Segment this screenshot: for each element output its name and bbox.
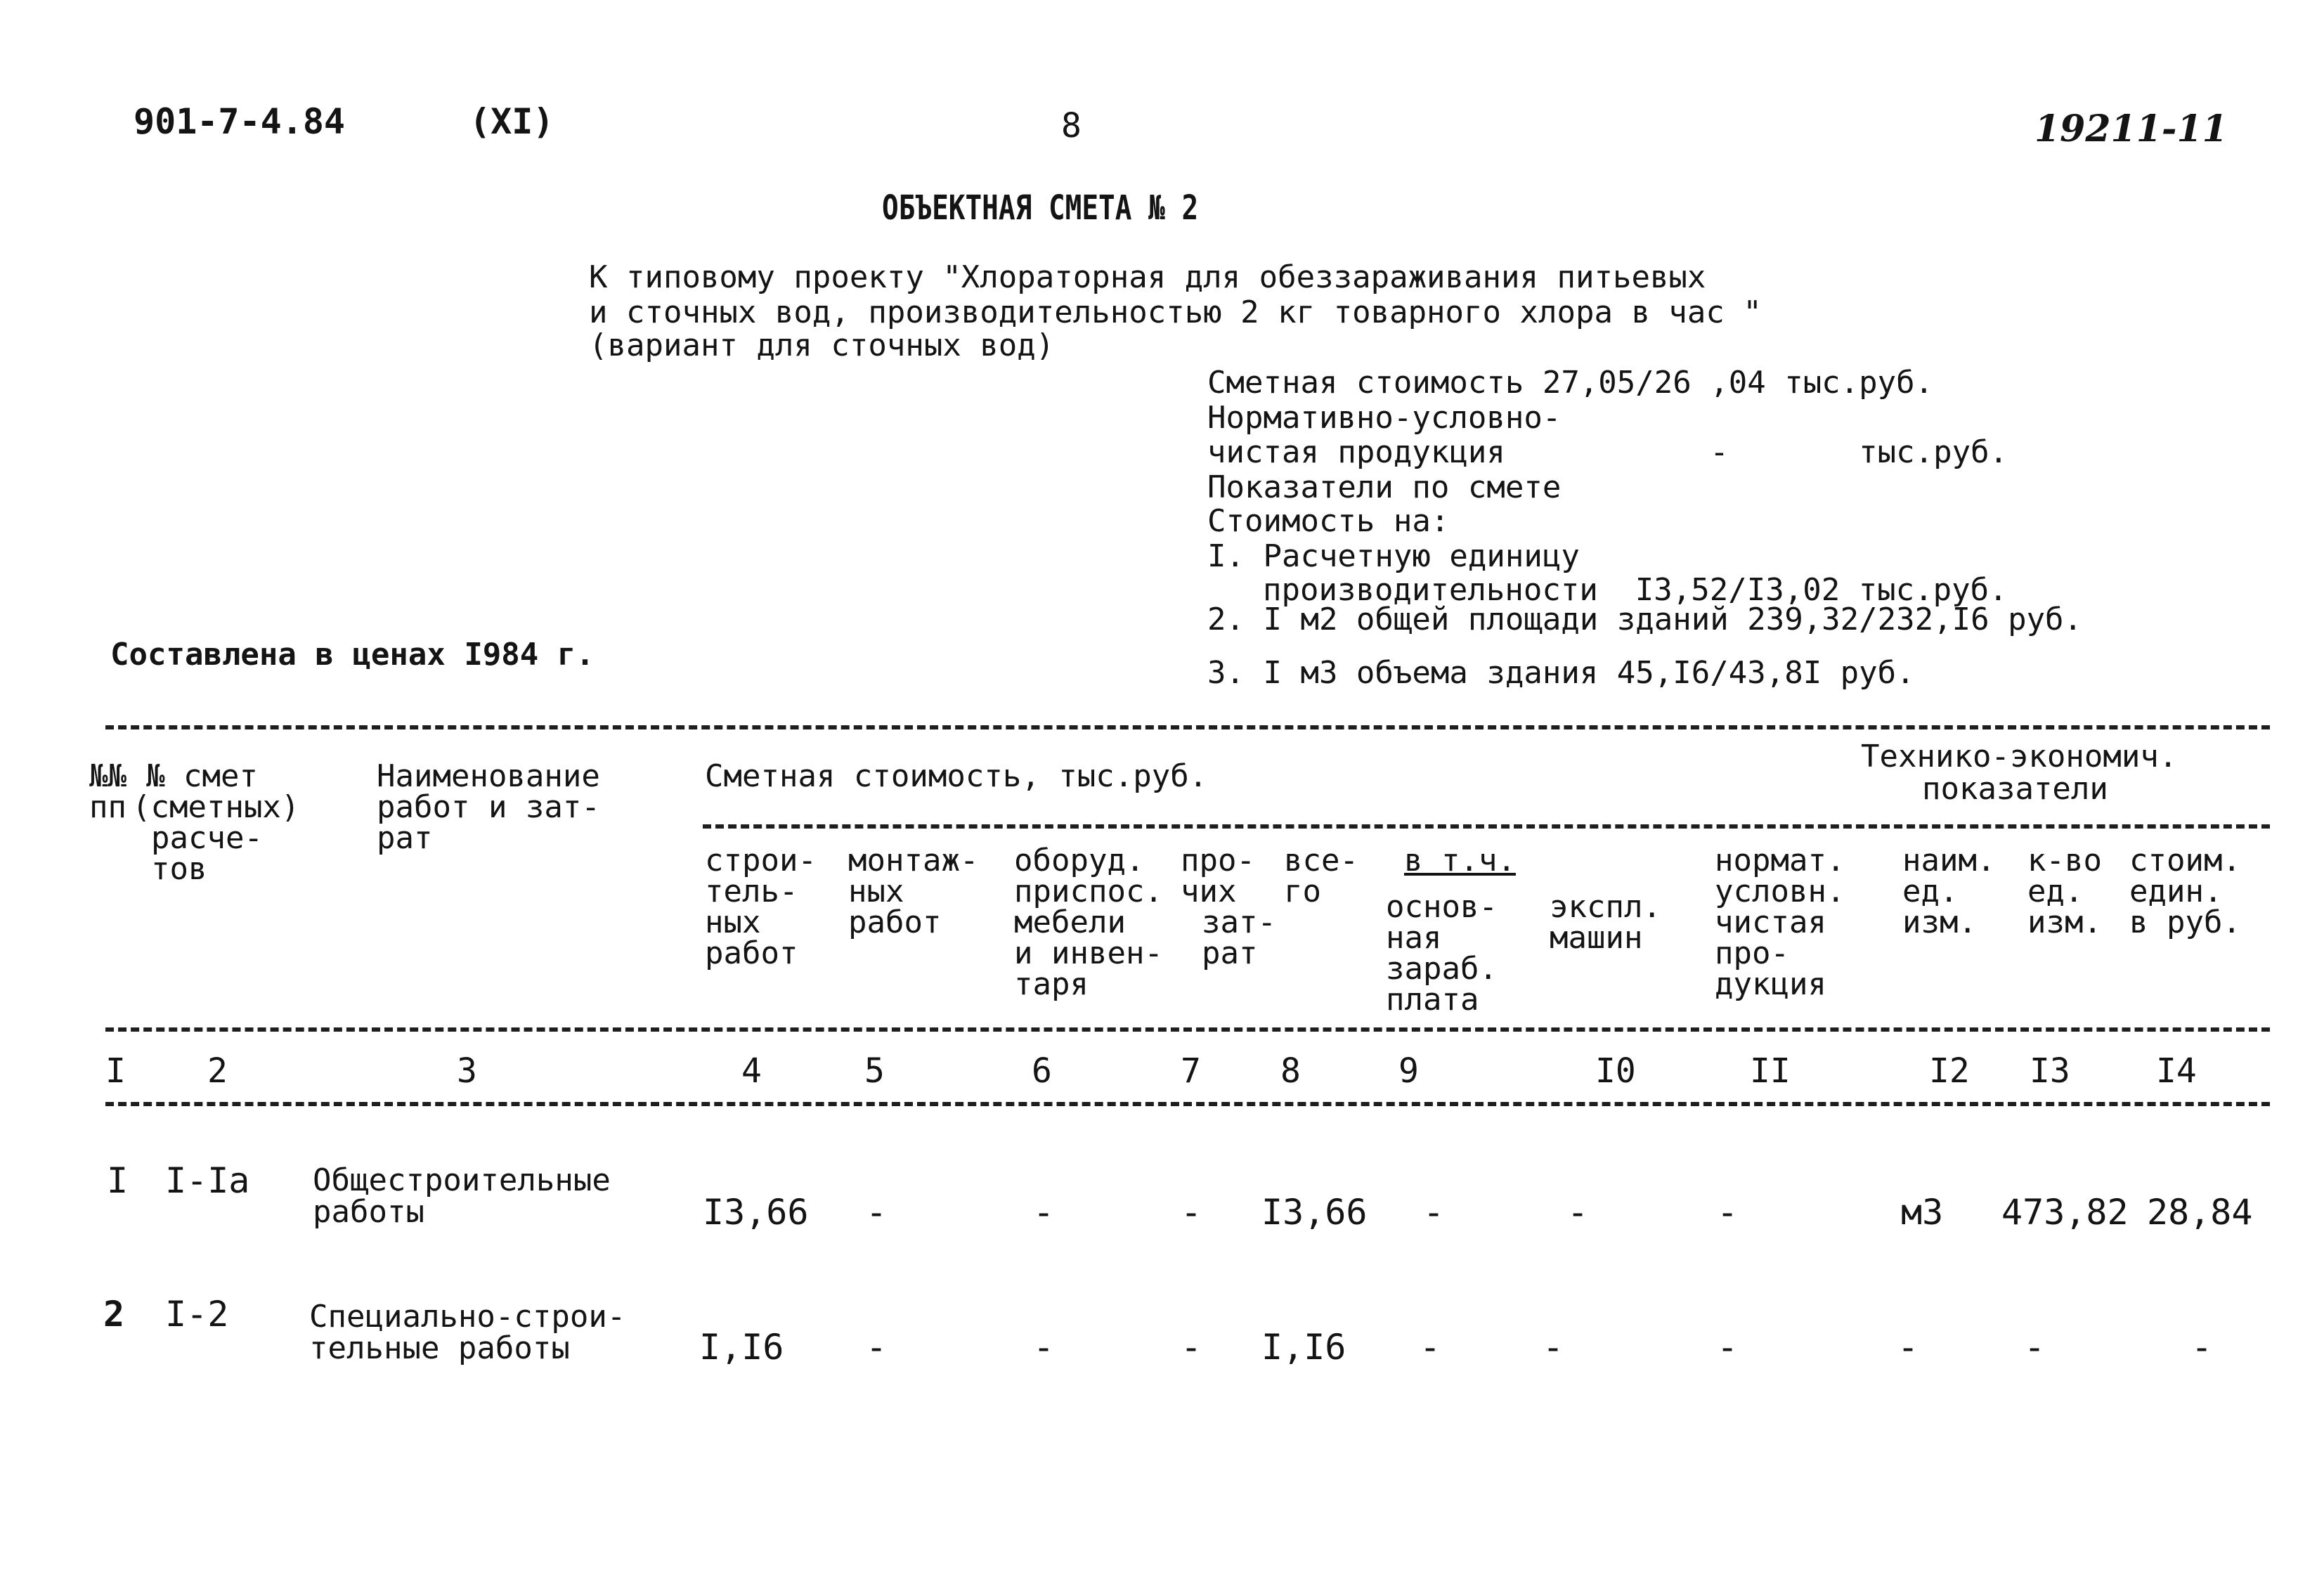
row-number: 2 [103, 1294, 125, 1335]
work-name: тельные работы [309, 1330, 570, 1366]
cell-machines: - [1543, 1327, 1564, 1368]
column-number: 6 [1032, 1051, 1052, 1091]
prices-note: Составлена в ценах I984 г. [110, 637, 595, 673]
header-bottom-rule [105, 1027, 2270, 1032]
column-number: I4 [2156, 1051, 2197, 1091]
work-name: Общестроительные [313, 1162, 611, 1198]
album-number: (XI) [469, 101, 554, 142]
cost-for-heading: Стоимость на: [1207, 503, 1450, 539]
estimated-cost: Сметная стоимость 27,05/26 ,04 тыс.руб. [1207, 365, 1934, 401]
indicator-1-value: производительности I3,52/I3,02 тыс.руб. [1263, 572, 2008, 608]
column-numbers-rule [105, 1102, 2270, 1106]
cell-unit-cost: 28,84 [2147, 1192, 2253, 1233]
column-number: 2 [207, 1051, 228, 1091]
cell-installation: - [866, 1192, 888, 1233]
column-number: II [1750, 1051, 1791, 1091]
column-number: 9 [1398, 1051, 1419, 1091]
including-header: в т.ч. [1404, 843, 1516, 878]
cell-total: I3,66 [1261, 1192, 1368, 1233]
subheader-rule [703, 824, 2270, 829]
inventory-number: 19211-11 [2034, 108, 2228, 150]
column-number: I3 [2030, 1051, 2070, 1091]
column-number: I0 [1595, 1051, 1636, 1091]
indicators-heading: Показатели по смете [1207, 469, 1562, 505]
column-number: 7 [1181, 1051, 1201, 1091]
cell-equipment: - [1033, 1192, 1055, 1233]
column-number: 4 [741, 1051, 762, 1091]
cell-equipment: - [1033, 1327, 1055, 1368]
cell-construction: I3,66 [703, 1192, 809, 1233]
cell-wages: - [1423, 1192, 1445, 1233]
indicator-2: 2. I м2 общей площади зданий 239,32/232,I6 руб. [1207, 602, 2083, 637]
cost-group-header: Сметная стоимость, тыс.руб. [705, 758, 1208, 794]
cell-normative: - [1717, 1327, 1739, 1368]
column-number: 3 [457, 1051, 477, 1091]
estimate-ref: I-Ia [165, 1160, 250, 1201]
subtitle-line-3: (вариант для сточных вод) [589, 327, 1055, 363]
estimate-ref: I-2 [165, 1294, 229, 1335]
work-name: Специально-строи- [309, 1299, 626, 1335]
column-number: 8 [1280, 1051, 1301, 1091]
indicator-1-label: I. Расчетную единицу [1207, 538, 1580, 574]
page-number: 8 [1061, 106, 1082, 145]
cell-unit-cost: - [2191, 1327, 2213, 1368]
table-top-rule [105, 725, 2270, 729]
row-number: I [107, 1160, 129, 1201]
subtitle-line-1: К типовому проекту "Хлораторная для обеззараживания питьевых [589, 259, 1706, 295]
cell-other: - [1181, 1327, 1202, 1368]
subtitle-line-2: и сточных вод, производительностью 2 кг товарного хлора в час " [589, 294, 1762, 330]
cell-unit: м3 [1901, 1192, 1944, 1233]
cell-other: - [1181, 1192, 1202, 1233]
normative-product-label: Нормативно-условно- [1207, 400, 1562, 436]
cell-normative: - [1717, 1192, 1739, 1233]
document-title: ОБЪЕКТНАЯ СМЕТА № 2 [882, 188, 1199, 228]
cell-machines: - [1567, 1192, 1589, 1233]
document-code: 901-7-4.84 [134, 101, 346, 142]
cell-wages: - [1420, 1327, 1441, 1368]
cell-total: I,I6 [1261, 1327, 1346, 1368]
column-number: I [105, 1051, 126, 1091]
cell-unit: - [1897, 1327, 1919, 1368]
indicator-3: 3. I м3 объема здания 45,I6/43,8I руб. [1207, 655, 1915, 691]
cell-quantity: - [2024, 1327, 2046, 1368]
cell-quantity: 473,82 [2001, 1192, 2129, 1233]
cell-installation: - [866, 1327, 888, 1368]
work-name: работы [313, 1194, 424, 1230]
cell-construction: I,I6 [699, 1327, 784, 1368]
column-number: 5 [864, 1051, 885, 1091]
column-number: I2 [1929, 1051, 1970, 1091]
normative-product-value: чистая продукция - тыс.руб. [1207, 434, 2008, 470]
